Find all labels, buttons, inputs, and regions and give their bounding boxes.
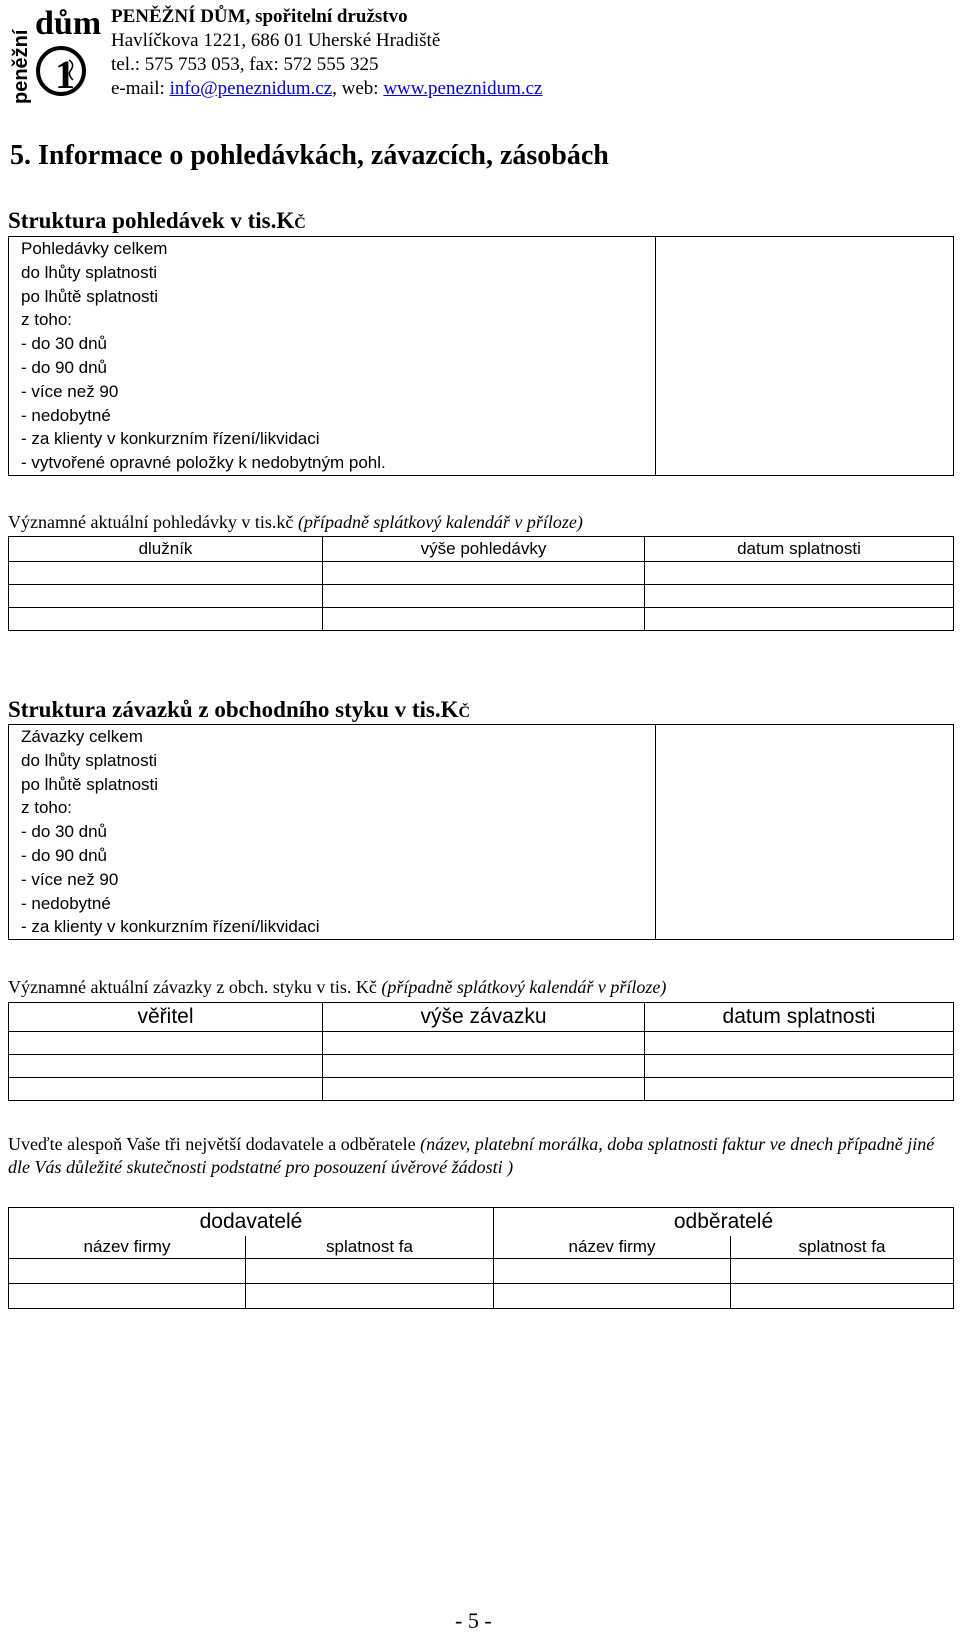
significant-liabilities-table: [8, 1002, 954, 1101]
significant-receivables-table: [8, 536, 954, 631]
svg-text:peněžní: peněžní: [10, 29, 32, 104]
table-row: [9, 585, 954, 608]
cell[interactable]: [494, 1284, 731, 1309]
list-item: - do 30 dnů: [21, 334, 108, 354]
table-row: [9, 1284, 954, 1309]
column-header: splatnost fa: [246, 1236, 494, 1259]
list-item: do lhůty splatnosti: [21, 262, 158, 282]
email-label: e-mail:: [111, 78, 170, 99]
table-row: [9, 1078, 954, 1101]
table-row: [9, 1055, 954, 1078]
web-label: , web:: [332, 78, 384, 99]
list-item: Závazky celkem: [21, 727, 143, 746]
list-item: - za klienty v konkurzním řízení/likvidaci: [21, 917, 320, 937]
cell[interactable]: [323, 562, 645, 585]
receivables-value-cell[interactable]: [656, 237, 954, 476]
list-item: - do 90 dnů: [21, 357, 108, 377]
column-header: datum splatnosti: [645, 1003, 954, 1032]
page-number: - 5 -: [455, 1608, 492, 1633]
receivables-title: Struktura pohledávek v tis.Kč: [8, 208, 306, 233]
list-item: po lhůtě splatnosti: [21, 286, 159, 306]
cell[interactable]: [246, 1284, 494, 1309]
company-phone: tel.: 575 753 053, fax: 572 555 325: [111, 54, 379, 75]
column-header: název firmy: [9, 1236, 246, 1259]
cell[interactable]: [323, 1078, 645, 1101]
receivables-table: [8, 236, 954, 476]
cell[interactable]: [323, 608, 645, 631]
liabilities-table: [8, 724, 954, 940]
cell[interactable]: [246, 1259, 494, 1284]
list-item: po lhůtě splatnosti: [21, 774, 159, 794]
cell[interactable]: [645, 585, 954, 608]
cell[interactable]: [323, 1055, 645, 1078]
svg-text:dům: dům: [35, 5, 102, 42]
cell[interactable]: [645, 562, 954, 585]
cell[interactable]: [9, 1055, 323, 1078]
table-row: [9, 1259, 954, 1284]
suppliers-customers-table: [8, 1207, 954, 1309]
column-header: věřitel: [9, 1003, 323, 1032]
significant-liabilities-label: Významné aktuální závazky z obch. styku v tis. Kč (případně splátkový kalendář v příloze): [8, 977, 667, 997]
list-item: - vytvořené opravné položky k nedobytným pohl.: [21, 453, 386, 473]
column-header: název firmy: [494, 1236, 731, 1259]
column-header: datum splatnosti: [645, 537, 954, 562]
company-logo: [5, 4, 102, 106]
cell[interactable]: [323, 585, 645, 608]
cell[interactable]: [9, 1259, 246, 1284]
column-header: výše pohledávky: [323, 537, 645, 562]
cell[interactable]: [9, 1078, 323, 1101]
email-link[interactable]: info@peneznidum.cz: [169, 78, 333, 99]
web-link[interactable]: www.peneznidum.cz: [383, 78, 543, 99]
list-item: - nedobytné: [21, 405, 111, 425]
column-header: výše závazku: [323, 1003, 645, 1032]
list-item: - více než 90: [21, 381, 119, 401]
column-header: dlužník: [9, 537, 323, 562]
list-item: - za klienty v konkurzním řízení/likvidaci: [21, 429, 320, 449]
group-header-customers: odběratelé: [494, 1208, 954, 1237]
cell[interactable]: [9, 1032, 323, 1055]
table-row: [9, 1032, 954, 1055]
svg-text:1: 1: [55, 52, 75, 97]
section-title: 5. Informace o pohledávkách, závazcích, zásobách: [10, 140, 609, 171]
table-row: [9, 562, 954, 585]
list-item: z toho:: [21, 310, 73, 330]
column-header: splatnost fa: [731, 1236, 954, 1259]
cell[interactable]: [494, 1259, 731, 1284]
receivables-labels: [9, 237, 656, 476]
company-contacts: [111, 78, 542, 100]
list-item: do lhůty splatnosti: [21, 750, 158, 770]
list-item: - nedobytné: [21, 893, 111, 913]
cell[interactable]: [9, 1284, 246, 1309]
cell[interactable]: [645, 1078, 954, 1101]
list-item: - do 30 dnů: [21, 822, 108, 842]
cell[interactable]: [645, 1032, 954, 1055]
cell[interactable]: [9, 562, 323, 585]
liabilities-value-cell[interactable]: [656, 725, 954, 940]
list-item: - více než 90: [21, 869, 119, 889]
cell[interactable]: [731, 1284, 954, 1309]
table-row: [9, 608, 954, 631]
list-item: - do 90 dnů: [21, 845, 108, 865]
cell[interactable]: [323, 1032, 645, 1055]
group-header-suppliers: dodavatelé: [9, 1208, 494, 1237]
cell[interactable]: [9, 585, 323, 608]
significant-receivables-label: Významné aktuální pohledávky v tis.kč (případně splátkový kalendář v příloze): [8, 512, 583, 532]
suppliers-note: Uveďte alespoň Vaše tři největší dodavatele a odběratele (název, platební morálka, doba splatnosti faktur ve dnech případně jiné dle Vás důležité skutečnosti podstatné pro posouzení úvěrové žádosti ): [8, 1134, 935, 1177]
company-name: PENĚŽNÍ DŮM, spořitelní družstvo: [111, 6, 408, 27]
list-item: Pohledávky celkem: [21, 239, 168, 258]
cell[interactable]: [645, 608, 954, 631]
liabilities-title: Struktura závazků z obchodního styku v tis.Kč: [8, 697, 471, 722]
liabilities-labels: [9, 725, 656, 940]
cell[interactable]: [645, 1055, 954, 1078]
cell[interactable]: [731, 1259, 954, 1284]
cell[interactable]: [9, 608, 323, 631]
company-address: Havlíčkova 1221, 686 01 Uherské Hradiště: [111, 30, 441, 51]
list-item: z toho:: [21, 798, 73, 818]
